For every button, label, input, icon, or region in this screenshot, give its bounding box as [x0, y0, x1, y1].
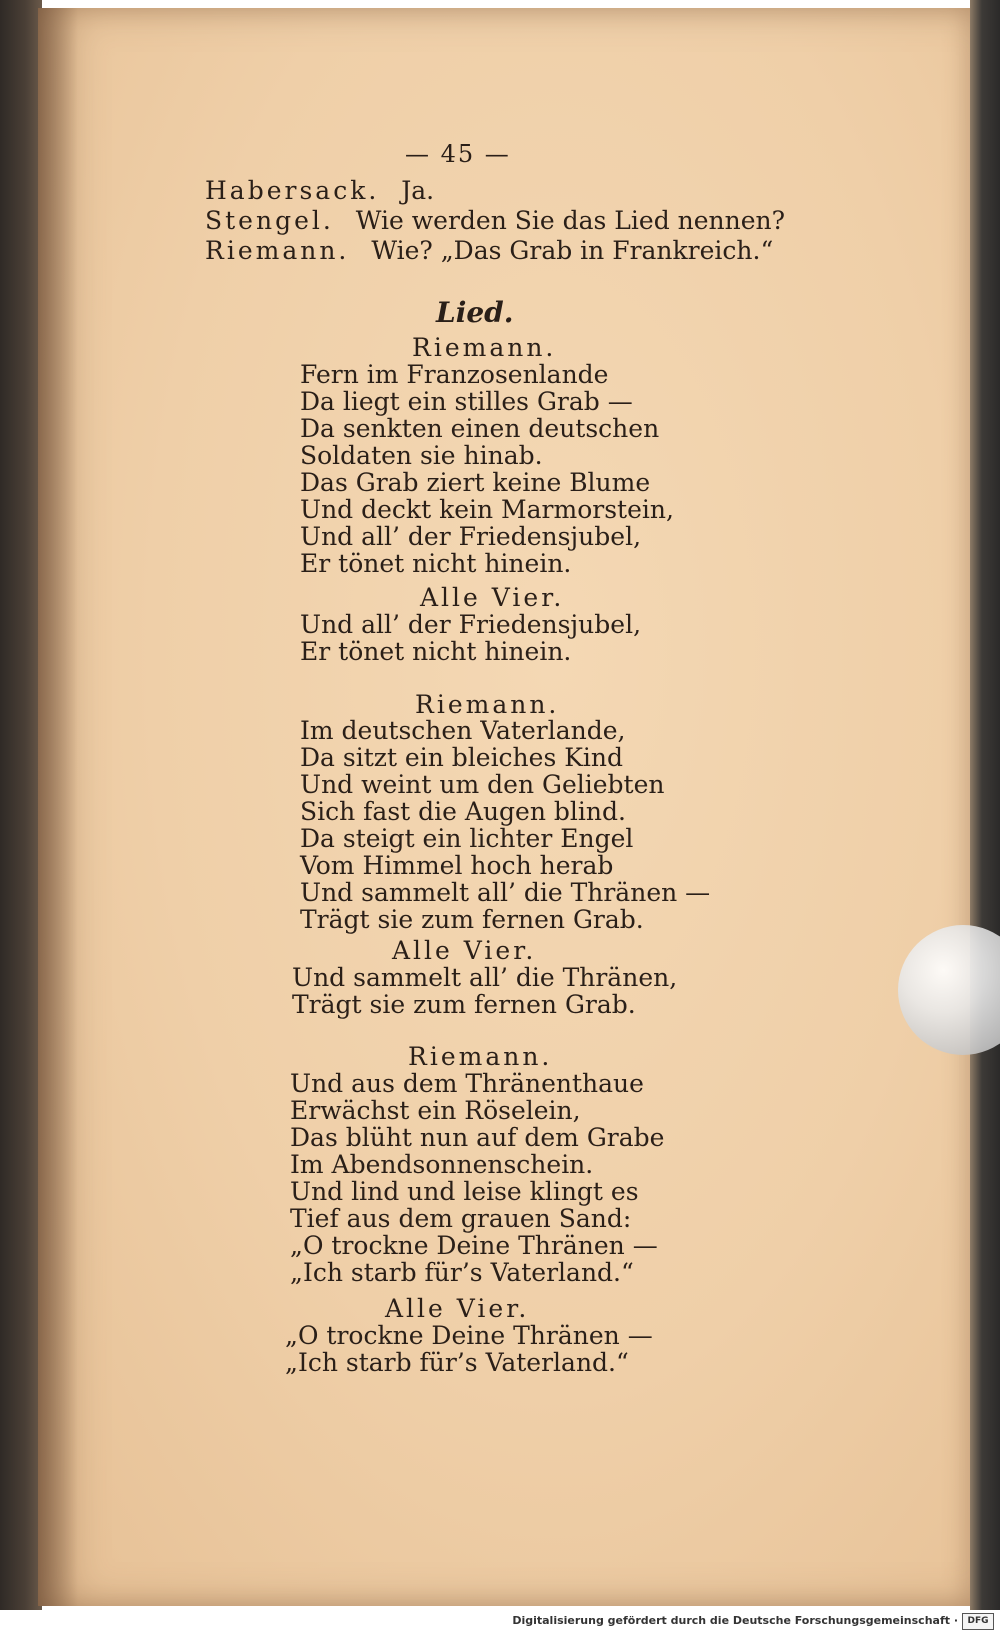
chorus-speaker: Alle Vier.	[392, 936, 537, 965]
verse-line: Vom Himmel hoch herab	[300, 851, 614, 880]
verse-line: Und sammelt all’ die Thränen —	[300, 878, 711, 907]
verse-line: Und deckt kein Marmorstein,	[300, 495, 674, 524]
book-binding	[0, 0, 42, 1610]
stanza-speaker: Riemann.	[408, 1042, 553, 1071]
verse-line: Da liegt ein stilles Grab —	[300, 387, 633, 416]
verse-line: Das blüht nun auf dem Grabe	[290, 1123, 665, 1152]
dialog-line	[205, 236, 773, 265]
page-gutter-shadow	[38, 8, 78, 1606]
chorus-line: „O trockne Deine Thränen —	[285, 1321, 653, 1350]
verse-line: Und aus dem Thränenthaue	[290, 1069, 644, 1098]
chorus-line: „Ich starb für’s Vaterland.“	[285, 1348, 629, 1377]
verse-line: „Ich starb für’s Vaterland.“	[290, 1258, 634, 1287]
stanza-speaker: Riemann.	[415, 690, 560, 719]
verse-line: Und all’ der Friedensjubel,	[300, 522, 642, 551]
dialog-line	[205, 176, 434, 205]
stanza-speaker: Riemann.	[412, 333, 557, 362]
verse-line: Soldaten sie hinab.	[300, 441, 543, 470]
verse-line: Da senkten einen deutschen	[300, 414, 660, 443]
chorus-line: Und sammelt all’ die Thränen,	[292, 963, 678, 992]
verse-line: Und lind und leise klingt es	[290, 1177, 639, 1206]
dialog-text: Ja.	[401, 176, 435, 205]
verse-line: Da sitzt ein bleiches Kind	[300, 743, 624, 772]
verse-line: Fern im Franzosenlande	[300, 360, 609, 389]
verse-line: Im deutschen Vaterlande,	[300, 716, 626, 745]
dfg-logo: DFG	[962, 1613, 994, 1630]
verse-line: Trägt sie zum fernen Grab.	[300, 905, 644, 934]
verse-line: „O trockne Deine Thränen —	[290, 1231, 658, 1260]
song-title: Lied.	[436, 296, 514, 329]
verse-line: Im Abendsonnenschein.	[290, 1150, 594, 1179]
chorus-line: Er tönet nicht hinein.	[300, 637, 572, 666]
chorus-speaker: Alle Vier.	[385, 1294, 530, 1323]
verse-line: Da steigt ein lichter Engel	[300, 824, 634, 853]
verse-line: Das Grab ziert keine Blume	[300, 468, 651, 497]
verse-line: Und weint um den Geliebten	[300, 770, 665, 799]
speaker-name: Habersack.	[205, 176, 380, 205]
verse-line: Er tönet nicht hinein.	[300, 549, 572, 578]
digitization-credit: Digitalisierung gefördert durch die Deutsche Forschungsgemeinschaft ·	[512, 1614, 958, 1627]
page-number: — 45 —	[405, 140, 511, 168]
chorus-speaker: Alle Vier.	[420, 583, 565, 612]
chorus-line: Und all’ der Friedensjubel,	[300, 610, 642, 639]
dialog-text: Wie? „Das Grab in Frankreich.“	[371, 236, 774, 265]
dialog-text: Wie werden Sie das Lied nennen?	[355, 206, 786, 235]
page-edge	[970, 0, 1000, 1610]
dialog-line	[205, 206, 785, 235]
verse-line: Sich fast die Augen blind.	[300, 797, 626, 826]
chorus-line: Trägt sie zum fernen Grab.	[292, 990, 636, 1019]
verse-line: Erwächst ein Röselein,	[290, 1096, 581, 1125]
speaker-name: Riemann.	[205, 236, 350, 265]
verse-line: Tief aus dem grauen Sand:	[290, 1204, 632, 1233]
speaker-name: Stengel.	[205, 206, 334, 235]
